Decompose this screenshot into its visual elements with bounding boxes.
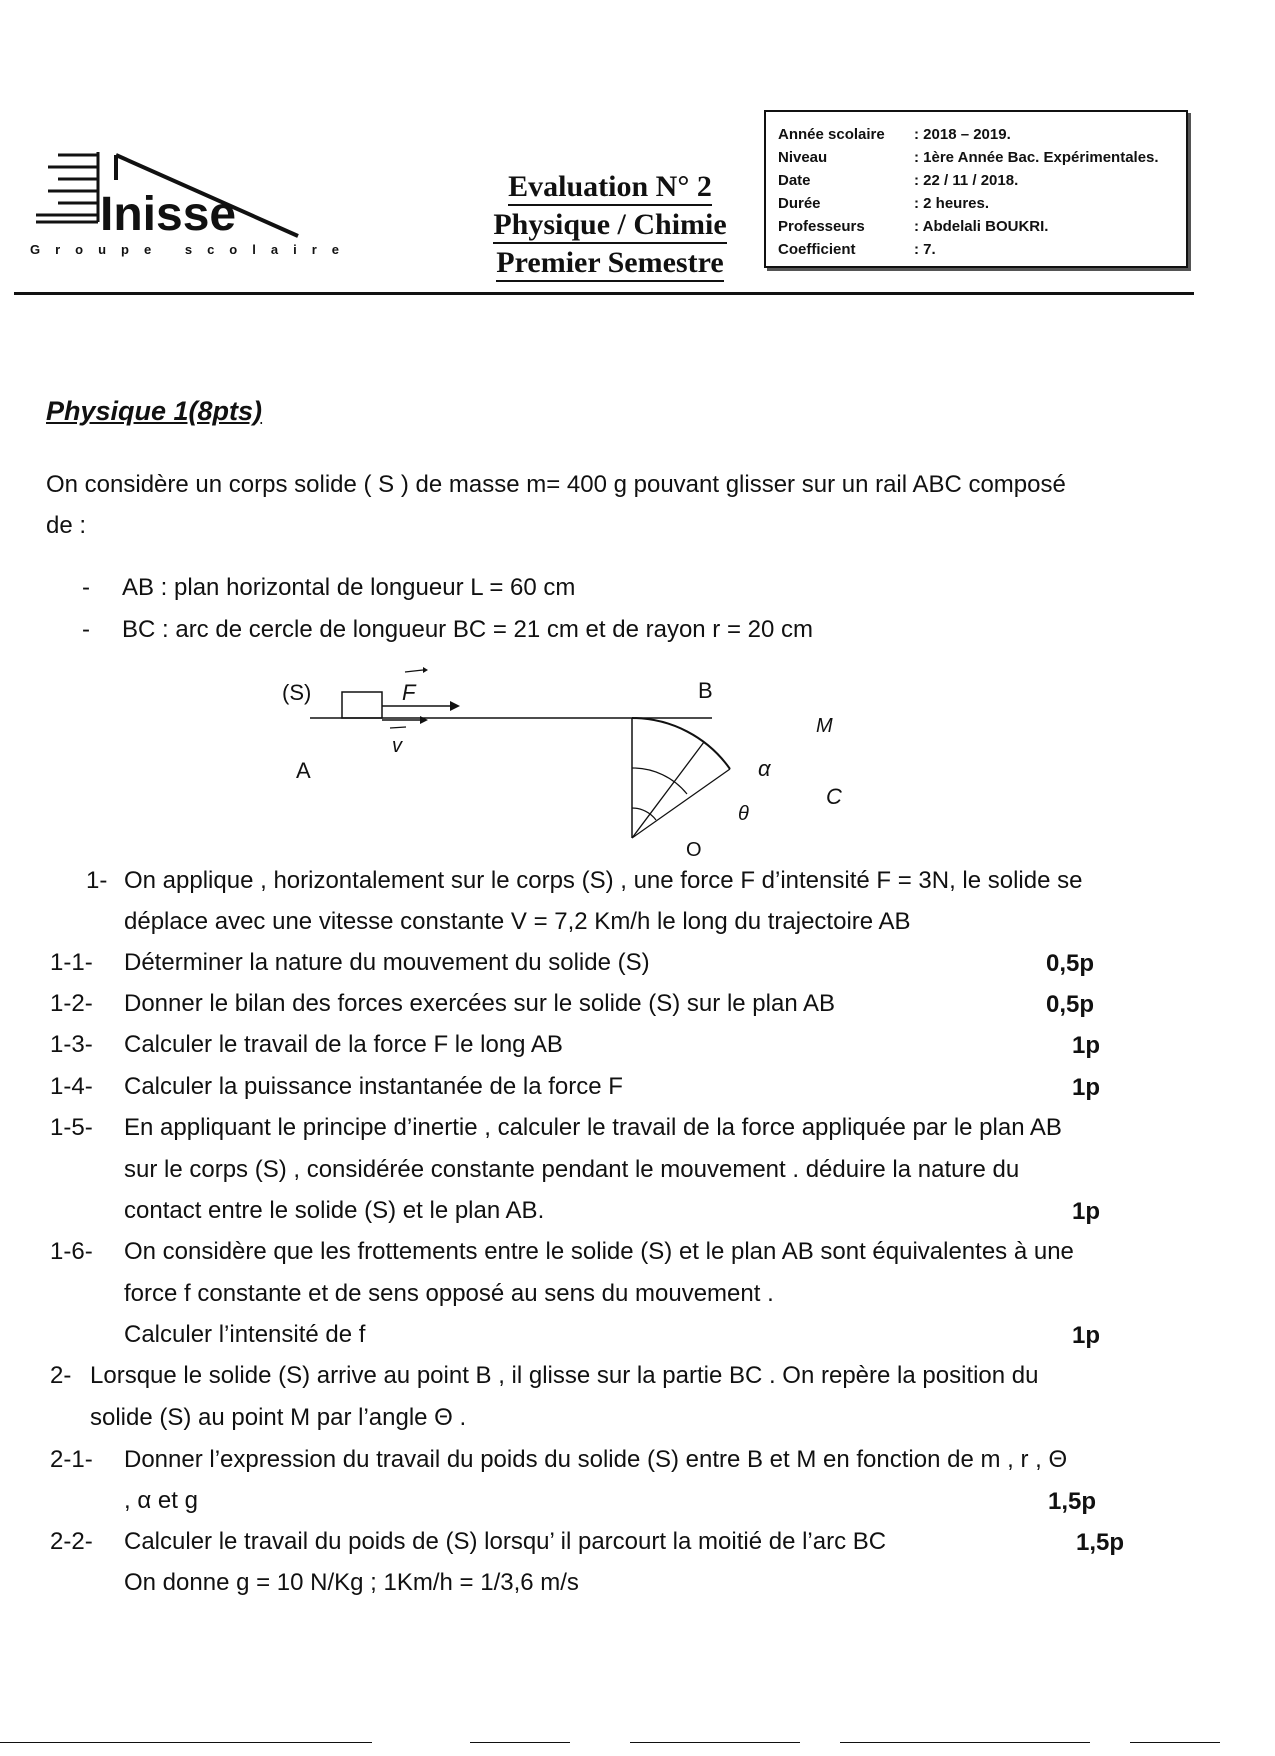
info-label: Année scolaire	[778, 126, 885, 143]
footer-line	[1130, 1742, 1220, 1743]
title-evaluation: Evaluation N° 2	[508, 170, 712, 206]
label-m: M	[816, 715, 833, 737]
bullet-dash: -	[82, 574, 90, 601]
info-value: : 2018 – 2019.	[914, 126, 1011, 143]
label-o: O	[686, 839, 702, 861]
info-row-teachers	[778, 215, 1176, 238]
q1-4-text: Calculer la puissance instantanée de la force F	[124, 1073, 623, 1100]
q1-2-points: 0,5p	[1046, 991, 1095, 1018]
info-label: Durée	[778, 195, 821, 212]
intro-line-1: On considère un corps solide ( S ) de masse m= 400 g pouvant glisser sur un rail ABC composé	[46, 471, 1066, 498]
q2-line-1: Lorsque le solide (S) arrive au point B , il glisse sur la partie BC . On repère la position du	[90, 1362, 1039, 1389]
radius-om	[632, 742, 704, 838]
q1-2-number: 1-2-	[50, 990, 93, 1017]
footer-line	[0, 1742, 372, 1743]
q2-number: 2-	[50, 1362, 72, 1389]
bullet-ab: AB : plan horizontal de longueur L = 60 cm	[122, 574, 576, 601]
logo-graphic	[26, 150, 354, 270]
rail-diagram-svg	[260, 660, 880, 860]
logo-tagline: Groupe scolaire	[30, 242, 354, 257]
info-label: Date	[778, 172, 811, 189]
q1-1-text: Déterminer la nature du mouvement du solide (S)	[124, 949, 650, 976]
info-label: Professeurs	[778, 218, 865, 235]
q2-2-points: 1,5p	[1076, 1529, 1125, 1556]
info-row-coefficient	[778, 238, 1176, 261]
q1-5-number: 1-5-	[50, 1114, 93, 1141]
q2-2-line-1: Calculer le travail du poids de (S) lorsqu’ il parcourt la moitié de l’arc BC	[124, 1528, 887, 1555]
q2-1-number: 2-1-	[50, 1446, 93, 1473]
q1-number: 1-	[86, 867, 108, 894]
q1-5-line-3: contact entre le solide (S) et le plan AB.	[124, 1197, 545, 1224]
title-semester: Premier Semestre	[496, 246, 723, 282]
logo-brand: Inisse	[100, 188, 237, 241]
q1-2-text: Donner le bilan des forces exercées sur le solide (S) sur le plan AB	[124, 990, 836, 1017]
info-label: Niveau	[778, 149, 828, 166]
header-divider	[14, 292, 1194, 295]
info-row-duration	[778, 192, 1176, 215]
info-value: : Abdelali BOUKRI.	[914, 218, 1049, 235]
label-b: B	[698, 678, 713, 703]
radius-oc	[632, 769, 730, 838]
info-row-year	[778, 123, 1176, 146]
q2-line-2: solide (S) au point M par l’angle Θ .	[90, 1404, 467, 1431]
solid-block	[342, 692, 382, 718]
q1-6-number: 1-6-	[50, 1238, 93, 1265]
info-value: : 1ère Année Bac. Expérimentales.	[914, 149, 1159, 166]
q1-1-points: 0,5p	[1046, 950, 1095, 977]
info-row-level	[778, 146, 1176, 169]
q1-5-line-2: sur le corps (S) , considérée constante pendant le mouvement . déduire la nature du	[124, 1156, 1020, 1183]
label-c: C	[826, 784, 842, 809]
info-label: Coefficient	[778, 241, 856, 258]
angle-alpha-arc	[632, 768, 687, 794]
bullet-bc: BC : arc de cercle de longueur BC = 21 cm et de rayon r = 20 cm	[122, 616, 814, 643]
velocity-arrowhead	[420, 716, 428, 724]
q2-1-line-2: , α et g	[124, 1487, 198, 1514]
vector-mark-f	[405, 670, 423, 672]
info-row-date	[778, 169, 1176, 192]
section-title: Physique 1(8pts)	[46, 396, 263, 426]
intro-line-2: de :	[46, 512, 87, 539]
q1-3-number: 1-3-	[50, 1031, 93, 1058]
q1-3-text: Calculer le travail de la force F le long AB	[124, 1031, 563, 1058]
vector-mark-f-head	[423, 667, 428, 673]
footer-line	[840, 1742, 1090, 1743]
exam-info-box	[764, 110, 1188, 268]
q1-6-line-2: force f constante et de sens opposé au sens du mouvement .	[124, 1280, 774, 1307]
q1-line-1: On applique , horizontalement sur le corps (S) , une force F d’intensité F = 3N, le solide se	[124, 867, 1083, 894]
q2-1-line-1: Donner l’expression du travail du poids du solide (S) entre B et M en fonction de m , r , Θ	[124, 1446, 1068, 1473]
q2-1-points: 1,5p	[1048, 1488, 1097, 1515]
label-theta: θ	[738, 803, 749, 825]
q1-6-line-1: On considère que les frottements entre le solide (S) et le plan AB sont équivalentes à une	[124, 1238, 1074, 1265]
q1-6-points: 1p	[1072, 1322, 1101, 1349]
info-value: : 2 heures.	[914, 195, 990, 212]
label-alpha: α	[758, 756, 771, 781]
q1-4-number: 1-4-	[50, 1073, 93, 1100]
q1-line-2: déplace avec une vitesse constante V = 7,2 Km/h le long du trajectoire AB	[124, 908, 911, 935]
q2-2-line-2: On donne g = 10 N/Kg ; 1Km/h = 1/3,6 m/s	[124, 1569, 579, 1596]
q1-4-points: 1p	[1072, 1074, 1101, 1101]
vector-mark-v	[390, 727, 406, 728]
title-subject: Physique / Chimie	[493, 208, 726, 244]
bullet-dash: -	[82, 616, 90, 643]
q1-6-line-3: Calculer l’intensité de f	[124, 1321, 366, 1348]
footer-line	[470, 1742, 570, 1743]
q1-5-points: 1p	[1072, 1198, 1101, 1225]
arc-bc	[632, 718, 730, 769]
q1-1-number: 1-1-	[50, 949, 93, 976]
school-logo	[26, 150, 354, 270]
label-s: (S)	[282, 680, 312, 705]
label-f: F	[402, 680, 416, 705]
info-value: : 7.	[914, 241, 936, 258]
info-value: : 22 / 11 / 2018.	[914, 172, 1019, 189]
footer-line	[630, 1742, 800, 1743]
q1-3-points: 1p	[1072, 1032, 1101, 1059]
q2-2-number: 2-2-	[50, 1528, 93, 1555]
label-v: v	[392, 735, 402, 757]
label-a: A	[296, 758, 311, 783]
force-arrowhead	[450, 701, 460, 711]
rail-diagram	[260, 660, 880, 860]
q1-5-line-1: En appliquant le principe d’inertie , calculer le travail de la force appliquée par le plan AB	[124, 1114, 1062, 1141]
exam-titles	[470, 168, 750, 282]
